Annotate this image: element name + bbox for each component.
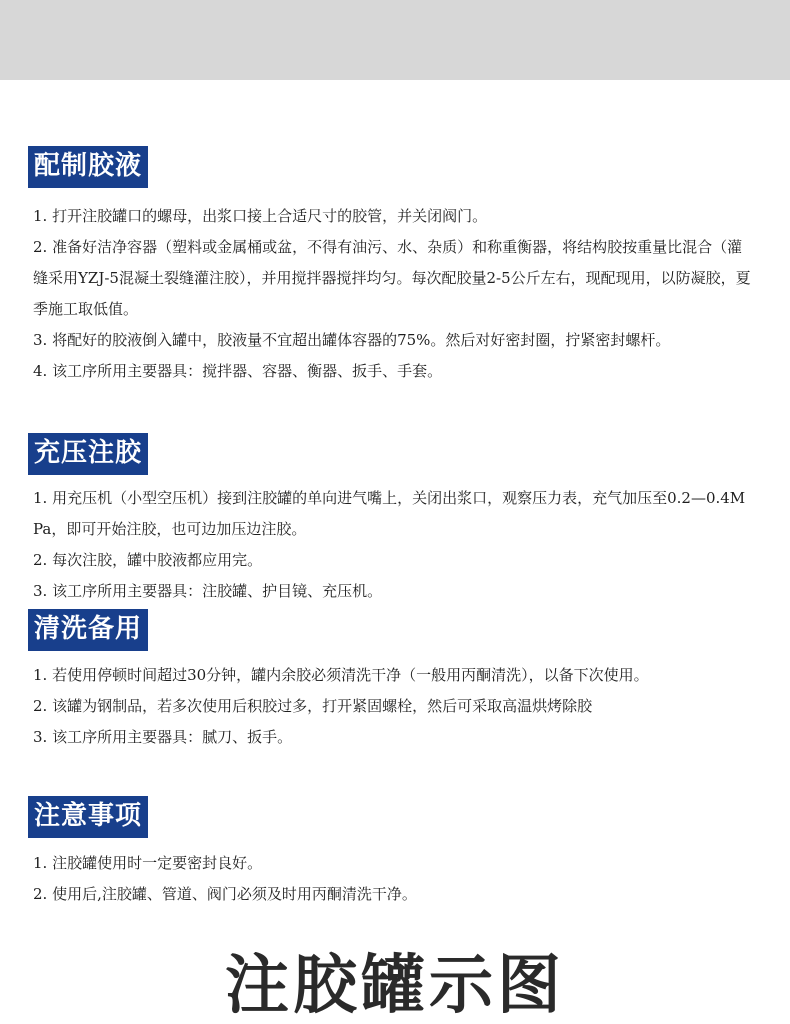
section-items <box>33 660 753 753</box>
list-item: 3. 将配好的胶液倒入罐中，胶液量不宜超出罐体容器的75%。然后对好密封圈，拧紧密封螺杆。 <box>33 331 671 349</box>
section-heading: 配制胶液 <box>28 146 148 188</box>
list-item: 1. 若使用停顿时间超过30分钟，罐内余胶必须清洗干净（一般用丙酮清洗），以备下次使用。 <box>33 666 649 684</box>
list-item: 2. 该罐为钢制品，若多次使用后积胶过多，打开紧固螺栓，然后可采取高温烘烤除胶 <box>33 697 593 715</box>
section-items <box>33 201 753 387</box>
section-heading: 注意事项 <box>28 796 148 838</box>
list-item: 2. 使用后,注胶罐、管道、阀门必须及时用丙酮清洗干净。 <box>33 885 417 903</box>
footer-title: 注胶罐示图 <box>225 948 565 1023</box>
list-item: 2. 每次注胶，罐中胶液都应用完。 <box>33 551 263 569</box>
list-item: 1. 用充压机（小型空压机）接到注胶罐的单向进气嘴上，关闭出浆口，观察压力表，充气加压至0.2—0.4MPa，即可开始注胶，也可边加压边注胶。 <box>33 489 746 538</box>
section-heading: 清洗备用 <box>28 609 148 651</box>
section-heading: 充压注胶 <box>28 433 148 475</box>
list-item: 4. 该工序所用主要器具：搅拌器、容器、衡器、扳手、手套。 <box>33 362 443 380</box>
top-banner <box>0 0 790 80</box>
list-item: 3. 该工序所用主要器具：腻刀、扳手。 <box>33 728 293 746</box>
section-items <box>33 848 753 910</box>
section-items <box>33 483 753 607</box>
list-item: 1. 注胶罐使用时一定要密封良好。 <box>33 854 263 872</box>
list-item: 2. 准备好洁净容器（塑料或金属桶或盆，不得有油污、水、杂质）和称重衡器，将结构胶按重量比混合（灌缝采用YZJ-5混凝土裂缝灌注胶），并用搅拌器搅拌均匀。每次配胶量2-5公斤左右，现配现用，以防凝胶，夏季施工取低值。 <box>33 238 751 318</box>
list-item: 3. 该工序所用主要器具：注胶罐、护目镜、充压机。 <box>33 582 383 600</box>
list-item: 1. 打开注胶罐口的螺母，出浆口接上合适尺寸的胶管，并关闭阀门。 <box>33 207 488 225</box>
